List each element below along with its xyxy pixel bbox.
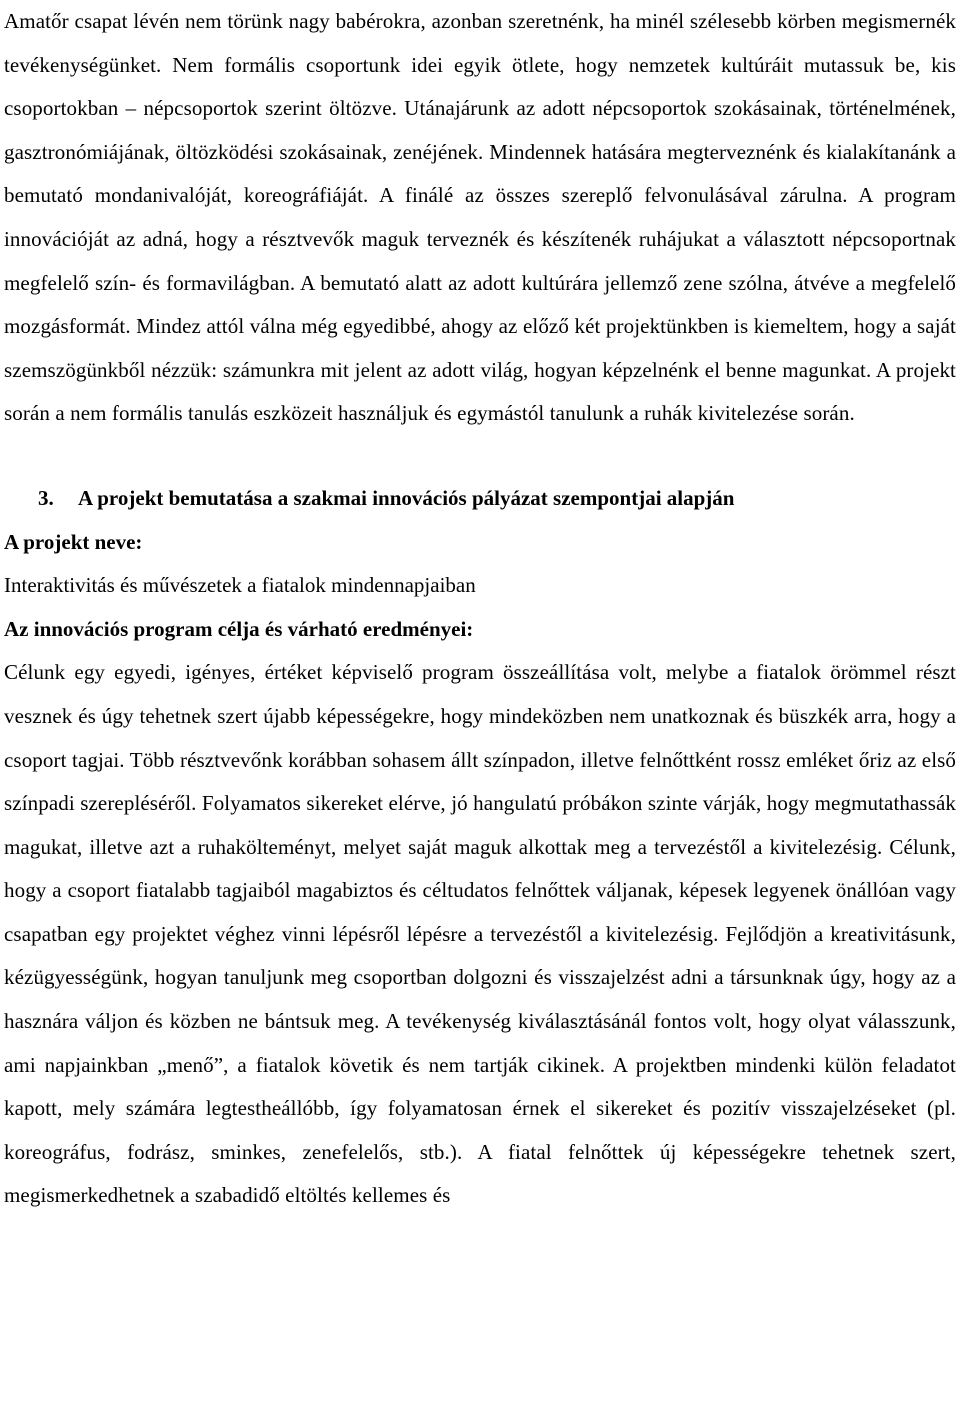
goals-paragraph: Célunk egy egyedi, igényes, értéket képviselő program összeállítása volt, melybe a fiatalok örömmel részt vesznek és úgy tehetnek szert újabb képességekre, hogy mindeközben nem unatkoznak és büszkék arra, hogy a csoport tagjai. Több résztvevőnk korábban sohasem állt színpadon, illetve felnőttként rossz emléket őriz az első színpadi szerepléséről. Folyamatos sikereket elérve, jó hangulatú próbákon szinte várják, hogy megmutathassák magukat, illetve azt a ruhakölteményt, melyet saját maguk alkottak meg a tervezéstől a kivitelezésig. Célunk, hogy a csoport fiatalabb tagjaiból magabiztos és céltudatos felnőttek váljanak, képesek legyenek önállóan vagy csapatban egy projektet véghez vinni lépésről lépésre a tervezéstől a kivitelezésig. Fejlődjön a kreativitásunk, kézügyességünk, hogyan tanuljunk meg csoportban dolgozni és visszajelzést adni a társunknak úgy, hogy az a hasznára váljon és közben ne bántsuk meg. A tevékenység kiválasztásánál fontos volt, hogy olyat válasszunk, ami napjainkban „menő”, a fiatalok követik és nem tartják cikinek. A projektben mindenki külön feladatot kapott, mely számára legtestheállóbb, így folyamatosan érnek el sikereket és pozitív visszajelzéseket (pl. koreográfus, fodrász, sminkes, zenefelelős, stb.). A fiatal felnőttek új képességekre tehetnek szert, megismerkedhetnek a szabadidő eltöltés kellemes és (4, 660, 956, 1208)
goals-label: Az innovációs program célja és várható eredményei: (4, 616, 474, 641)
project-name-label: A projekt neve: (4, 529, 143, 554)
paragraph-spacer (4, 436, 956, 477)
intro-paragraph: Amatőr csapat lévén nem törünk nagy babérokra, azonban szeretnénk, ha minél szélesebb körben megismernék tevékenységünket. Nem formális csoportunk idei egyik ötlete, hogy nemzetek kultúráit mutassuk be, kis csoportokban – népcsoportok szerint öltözve. Utánajárunk az adott népcsoportok szokásainak, történelmének, gasztronómiájának, öltözködési szokásainak, zenéjének. Mindennek hatására megterveznénk és kialakítanánk a bemutató mondanivalóját, koreográfiáját. A finálé az összes szereplő felvonulásával zárulna. A program innovációját az adná, hogy a résztvevők maguk terveznék és készítenék ruhájukat a választott népcsoportnak megfelelő szín- és formavilágban. A bemutató alatt az adott kultúrára jellemző zene szólna, átvéve a megfelelő mozgásformát. Mindez attól válna még egyedibbé, ahogy az előző két projektünkben is kiemeltem, hogy a saját szemszögünkből nézzük: számunkra mit jelent az adott világ, hogyan képzelnénk el benne magunkat. A projekt során a nem formális tanulás eszközeit használjuk és egymástól tanulunk a ruhák kivitelezése során. (4, 9, 956, 426)
document-page (4, 0, 956, 1218)
project-name-value: Interaktivitás és művészetek a fiatalok mindennapjaiban (4, 573, 476, 598)
section-heading (4, 477, 956, 521)
section-title: A projekt bemutatása a szakmai innovációs pályázat szempontjai alapján (78, 485, 735, 510)
section-number: 3. (38, 485, 54, 510)
